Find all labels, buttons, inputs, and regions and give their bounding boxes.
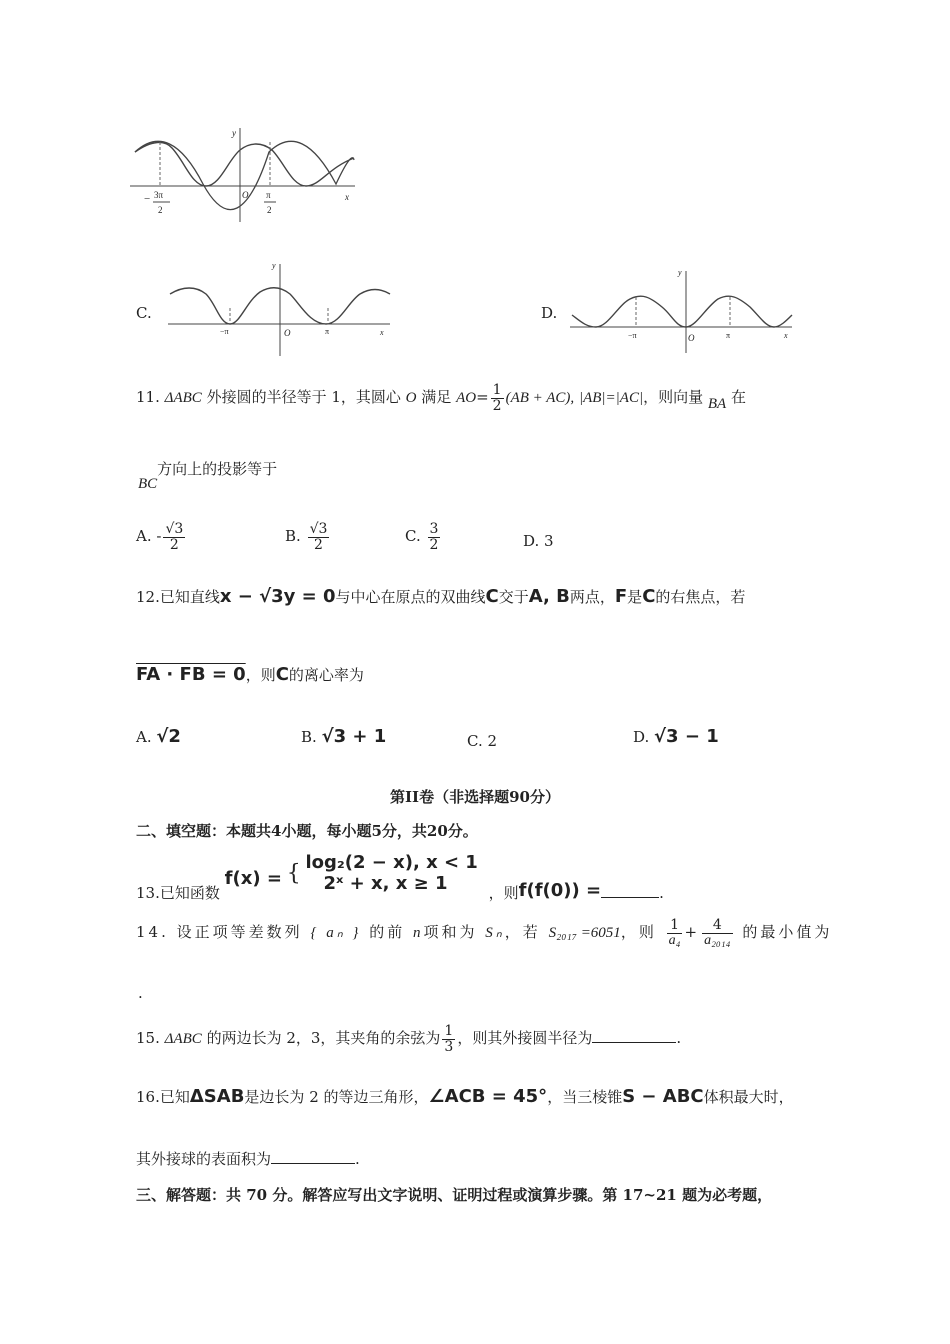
question-13: 13.已知函数 f(x) = { log₂(2 − x), x < 1 2ˣ + x, x ≥ 1 ，则f(f(0)) = . bbox=[136, 852, 664, 902]
part2-heading: 第II卷（非选择题90分） bbox=[390, 788, 560, 806]
question-11: 11. ΔABC 外接圆的半径等于 1，其圆心 O 满足 AO= $\frac{1}{2}$ (AB + AC), |AB|=|AC|，则向量 BA 在 bbox=[136, 381, 747, 414]
q11-option-a[interactable]: A. - $\frac{√3}{2}$ bbox=[136, 521, 184, 553]
graph-d-neg: −π bbox=[628, 331, 637, 340]
question-15: 15. ΔABC 的两边长为 2，3，其夹角的余弦为 $\frac{1}{3}$ ，则其外接圆半径为 . bbox=[136, 1023, 682, 1055]
q12-option-c[interactable]: C. 2 bbox=[467, 732, 498, 750]
q11-option-b[interactable]: B. $\frac{√3}{2}$ bbox=[285, 521, 328, 553]
graph-c-x: x bbox=[380, 328, 384, 337]
section2-heading: 二、填空题：本题共4小题，每小题5分，共20分。 bbox=[136, 822, 478, 840]
graph-c-pos: π bbox=[325, 327, 330, 336]
graph-top bbox=[130, 120, 370, 225]
graph-top-o: O bbox=[242, 190, 249, 200]
graph-c-neg: −π bbox=[220, 327, 229, 336]
q12-option-a[interactable]: A. √2 bbox=[136, 726, 181, 747]
question-16: 16.已知ΔSAB是边长为 2 的等边三角形，∠ACB = 45°，当三棱锥S − ABC体积最大时， bbox=[136, 1086, 794, 1107]
section3-heading: 三、解答题：共 70 分。解答应写出文字说明、证明过程或演算步骤。第 17~21 题为必考题， bbox=[136, 1186, 773, 1204]
option-d-graph-label: D. bbox=[541, 304, 558, 322]
graph-c bbox=[168, 258, 393, 358]
question-16-line2: 其外接球的表面积为 . bbox=[136, 1150, 360, 1168]
svg-text:2: 2 bbox=[267, 205, 272, 215]
graph-top-pos: π bbox=[266, 190, 271, 200]
graph-c-o: O bbox=[284, 328, 291, 338]
svg-text:−: − bbox=[144, 193, 151, 205]
question-12: 12.已知直线x − √3y = 0与中心在原点的双曲线C交于A, B两点，F是C的右焦点，若 bbox=[136, 586, 746, 607]
option-c-graph-label: C. bbox=[136, 304, 152, 322]
graph-d bbox=[570, 265, 798, 355]
q12-option-b[interactable]: B. √3 + 1 bbox=[301, 726, 387, 747]
graph-top-y: y bbox=[232, 128, 236, 138]
graph-d-o: O bbox=[688, 333, 695, 343]
graph-d-y: y bbox=[678, 268, 682, 277]
graph-top-x: x bbox=[345, 192, 349, 202]
graph-d-pos: π bbox=[726, 331, 731, 340]
q11-option-d[interactable]: D. 3 bbox=[523, 532, 554, 550]
question-11-line2: BC方向上的投影等于 bbox=[138, 460, 278, 492]
graph-d-x: x bbox=[784, 331, 788, 340]
fraction-half: $\frac{1}{2}$ bbox=[492, 381, 502, 414]
question-14-dot: . bbox=[138, 984, 143, 1002]
q12-option-d[interactable]: D. √3 − 1 bbox=[633, 726, 719, 747]
question-14: 14. 设正项等差数列 { aₙ } 的前 n项和为 Sₙ，若 S₂₀₁₇ =6051，则 $\frac{1}{\text{a₄}}$ + $\frac{4}{\text{a₂₀₁₄}}$ 的最小值为 bbox=[136, 917, 833, 948]
graph-top-neg: 3π bbox=[154, 190, 164, 200]
graph-c-y: y bbox=[272, 261, 276, 270]
question-12-line2: FA · FB = 0，则C的离心率为 bbox=[136, 664, 364, 685]
q11-option-c[interactable]: C. $\frac{3}{2}$ bbox=[405, 521, 439, 553]
svg-text:2: 2 bbox=[158, 205, 163, 215]
